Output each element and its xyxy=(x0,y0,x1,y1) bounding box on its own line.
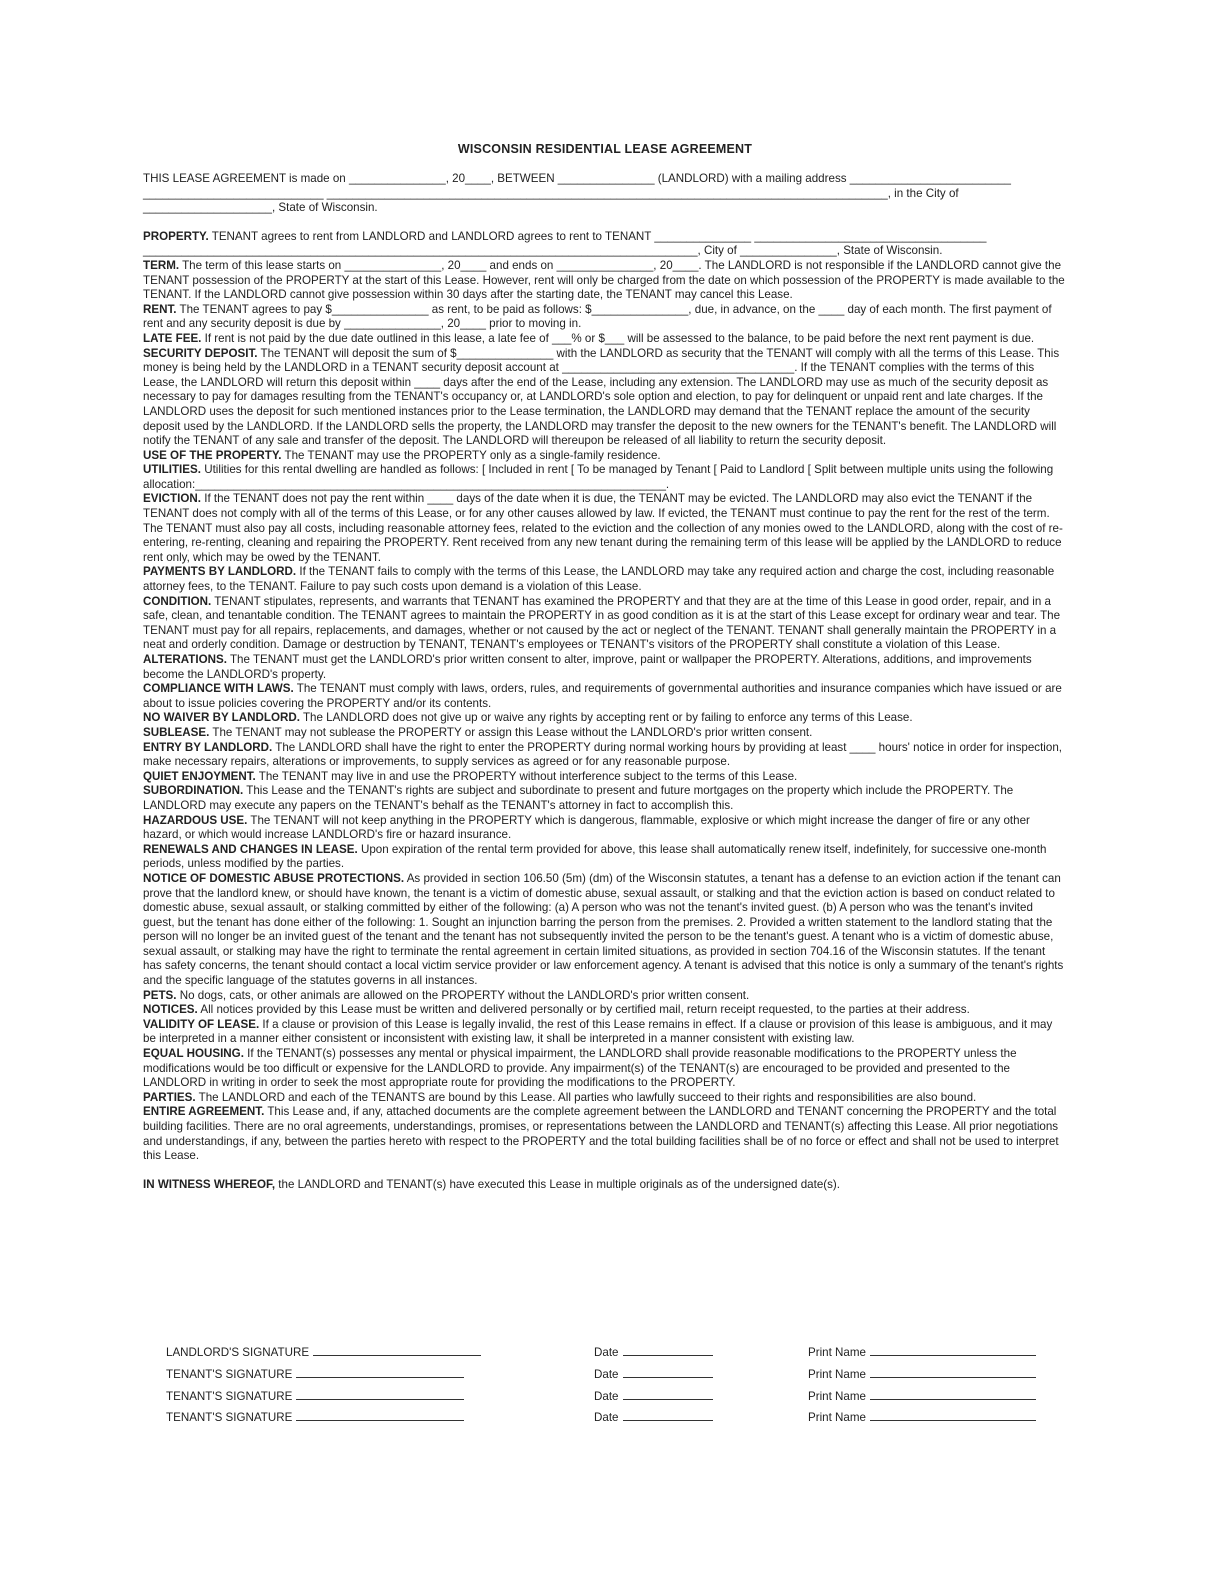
clause-heading: USE OF THE PROPERTY. xyxy=(143,448,282,462)
clause-heading: PETS. xyxy=(143,988,177,1002)
signature-line[interactable] xyxy=(313,1344,481,1356)
witness-text: the LANDLORD and TENANT(s) have executed this Lease in multiple originals as of the undersigned date(s). xyxy=(278,1177,841,1191)
clause-paragraph xyxy=(143,230,1067,259)
clause-paragraph xyxy=(143,463,1067,492)
clause-text: The LANDLORD shall have the right to enter the PROPERTY during normal working hours by providing at least ____ hours' notice in order for inspection, make necessary repairs, alterations or improvements, to supply services as agreed or for any reasonable purpose. xyxy=(143,740,1062,769)
clause-text: If rent is not paid by the due date outlined in this lease, a late fee of ___% or $___ will be assessed to the balance, to be paid before the next rent payment is due. xyxy=(204,331,1035,345)
clause-text: The TENANT must comply with laws, orders, rules, and requirements of governmental authorities and insurance companies which have issued or are about to issue policies covering the PROPERTY and/or its contents. xyxy=(143,682,1062,710)
clause-text: If the TENANT does not pay the rent within ____ days of the date when it is due, the TENANT may be evicted. The LANDLORD may also evict the TENANT if the TENANT does not comply with all of the terms of this Lease, or for any other causes allowed by law. If evicted, the TENANT must continue to pay the rent for the rest of the term. The TENANT must also pay all costs, including reasonable attorney fees, related to the eviction and the collection of any monies owed to the LANDLORD, along with the cost of re-entering, re-renting, cleaning and repairing the PROPERTY. Rent received from any new tenant during the remaining term of this lease will be applied by the LANDLORD to reduce rent only, which may be owed by the TENANT. xyxy=(143,492,1063,564)
print-name-label: Print Name xyxy=(808,1367,866,1381)
date-label: Date xyxy=(594,1411,619,1425)
date-line[interactable] xyxy=(623,1409,713,1421)
clause-paragraph xyxy=(143,682,1067,711)
clauses-list xyxy=(143,230,1067,1164)
clause-text: If the TENANT fails to comply with the terms of this Lease, the LANDLORD may take any required action and charge the cost, including reasonable attorney fees, to the TENANT. Failure to pay such costs upon demand is a violation of this Lease. xyxy=(143,565,1055,594)
clause-heading: COMPLIANCE WITH LAWS. xyxy=(143,682,294,696)
clause-text: As provided in section 106.50 (5m) (dm) of the Wisconsin statutes, a tenant has a defense to an eviction action if the tenant can prove that the landlord knew, or should have known, the tenant is a victim of domestic abuse, sexual assault, or stalking and that the eviction action is based on conduct related to domestic abuse, sexual assault, or stalking committed by either of the following: (a) A person who was not the tenant's invited guest. (b) A person who was the tenant's invited guest, but the tenant has done either of the following: 1. Sought an injunction barring the person from the premises. 2. Provided a written statement to the landlord stating that the person will no longer be an invited guest of the tenant and the tenant has not subsequently invited the person to be the tenant's guest. A tenant who is a victim of domestic abuse, sexual assault, or stalking may have the right to terminate the rental agreement in certain limited situations, as provided in section 704.16 of the Wisconsin statutes. If the tenant has safety concerns, the tenant should contact a local victim service provider or law enforcement agency. A tenant is advised that this notice is only a summary of the tenant's rights and the specific language of the statutes governs in all instances. xyxy=(143,871,1064,988)
clause-text: The TENANT will not keep anything in the PROPERTY which is dangerous, flammable, explosive or which might increase the danger of fire or any other hazard, or which would increase LANDLORD's fire or hazard insurance. xyxy=(143,813,1030,842)
clause-heading: PARTIES. xyxy=(143,1090,196,1104)
clause-paragraph xyxy=(143,784,1067,813)
signature-row xyxy=(166,1388,1066,1410)
clause-paragraph xyxy=(143,989,1067,1004)
clause-text: The TENANT will deposit the sum of $_______________ with the LANDLORD as security that the TENANT will comply with all the terms of this Lease. This money is being held by the LANDLORD in a TENANT security deposit account at ____________________________________. If the TENANT complies with the terms of this Lease, the LANDLORD will return this deposit within ____ days after the end of the Lease, including any extension. The LANDLORD may use as much of the security deposit as necessary to pay for damages resulting from the TENANT's occupancy or, at LANDLORD's sole option and election, to pay for delinquent or unpaid rent and late charges. If the LANDLORD uses the deposit for such mentioned instances prior to the Lease termination, the LANDLORD may demand that the TENANT replace the amount of the security deposit used by the LANDLORD. If the LANDLORD sells the property, the LANDLORD may transfer the deposit to the new owners for the TENANT's benefit. The LANDLORD will notify the TENANT of any sale and transfer of the deposit. The LANDLORD will thereupon be released of all liability to return the security deposit. xyxy=(143,346,1060,448)
signature-label: LANDLORD'S SIGNATURE xyxy=(166,1346,310,1359)
clause-text: This Lease and the TENANT's rights are subject and subordinate to present and future mortgages on the property which include the PROPERTY. The LANDLORD may execute any papers on the TENANT's behalf as the TENANT's attorney in fact to accomplish this. xyxy=(143,784,1014,812)
signature-row xyxy=(166,1409,1066,1431)
clause-paragraph xyxy=(143,653,1067,682)
clause-text: The LANDLORD does not give up or waive any rights by accepting rent or by failing to enforce any terms of this Lease. xyxy=(302,711,913,725)
clause-heading: SUBLEASE. xyxy=(143,725,210,739)
print-name-line[interactable] xyxy=(870,1344,1036,1356)
clause-paragraph xyxy=(143,449,1067,464)
clause-heading: HAZARDOUS USE. xyxy=(143,813,248,827)
clause-heading: ENTIRE AGREEMENT. xyxy=(143,1105,265,1119)
clause-heading: EVICTION. xyxy=(143,492,201,506)
clause-paragraph xyxy=(143,595,1067,653)
clause-text: TENANT agrees to rent from LANDLORD and LANDLORD agrees to rent to TENANT _______________ ____________________________________ ______________________________________________________________________________________, City of _______________, State of Wisconsin. xyxy=(143,229,987,258)
date-label: Date xyxy=(594,1389,619,1403)
clause-heading: VALIDITY OF LEASE. xyxy=(143,1017,260,1031)
clause-paragraph xyxy=(143,814,1067,843)
print-name-line[interactable] xyxy=(870,1409,1036,1421)
clause-heading: SUBORDINATION. xyxy=(143,784,244,798)
clause-text: Utilities for this rental dwelling are handled as follows: [ Included in rent [ To be managed by Tenant [ Paid to Landlord [ Split between multiple units using the following allocation:_________________________________________________________________________. xyxy=(143,463,1054,491)
print-name-label: Print Name xyxy=(808,1389,866,1403)
clause-heading: NO WAIVER BY LANDLORD. xyxy=(143,711,300,725)
date-line[interactable] xyxy=(623,1388,713,1400)
signature-row xyxy=(166,1366,1066,1388)
clause-paragraph xyxy=(143,1003,1067,1018)
signature-label: TENANT'S SIGNATURE xyxy=(166,1411,293,1425)
signature-block xyxy=(166,1344,1066,1431)
clause-heading: PROPERTY. xyxy=(143,229,209,243)
clause-heading: NOTICES. xyxy=(143,1003,198,1017)
clause-paragraph xyxy=(143,347,1067,449)
clause-paragraph xyxy=(143,1091,1067,1106)
clause-text: TENANT stipulates, represents, and warrants that TENANT has examined the PROPERTY and that they are at the time of this Lease in good order, repair, and in a safe, clean, and tenantable condition. The TENANT agrees to maintain the PROPERTY in as good condition as it is at the start of this Lease except for ordinary wear and tear. The TENANT must pay for all repairs, replacements, and damages, whether or not caused by the act or neglect of the TENANT. TENANT shall generally maintain the PROPERTY in a neat and orderly condition. Damage or destruction by TENANT, TENANT's employees or TENANT's visitors of the PROPERTY shall constitute a violation of this Lease. xyxy=(143,594,1061,652)
document-title: WISCONSIN RESIDENTIAL LEASE AGREEMENT xyxy=(457,142,753,156)
clause-paragraph xyxy=(143,1047,1067,1091)
print-name-label: Print Name xyxy=(808,1346,866,1359)
clause-heading: TERM. xyxy=(143,258,180,272)
clause-heading: CONDITION. xyxy=(143,594,212,608)
clause-text: The TENANT may not sublease the PROPERTY or assign this Lease without the LANDLORD's prior written consent. xyxy=(212,725,813,739)
signature-line[interactable] xyxy=(296,1366,464,1378)
clause-paragraph xyxy=(143,332,1067,347)
lease-document xyxy=(143,142,1067,1192)
clause-heading: UTILITIES. xyxy=(143,463,201,477)
clause-paragraph xyxy=(143,303,1067,332)
clause-paragraph xyxy=(143,565,1067,594)
clause-heading: RENEWALS AND CHANGES IN LEASE. xyxy=(143,842,358,856)
clause-text: No dogs, cats, or other animals are allowed on the PROPERTY without the LANDLORD's prior written consent. xyxy=(179,988,750,1002)
clause-paragraph xyxy=(143,843,1067,872)
date-label: Date xyxy=(594,1367,619,1381)
clause-text: The TENANT agrees to pay $_______________ as rent, to be paid as follows: $_______________, due, in advance, on the ____ day of each month. The first payment of rent and any security deposit is due by _______________, 20____ prior to moving in. xyxy=(143,302,1052,331)
clause-paragraph xyxy=(143,872,1067,989)
date-line[interactable] xyxy=(623,1366,713,1378)
signature-line[interactable] xyxy=(296,1388,464,1400)
date-line[interactable] xyxy=(623,1344,713,1356)
signature-row xyxy=(166,1344,1066,1366)
clause-text: The TENANT may use the PROPERTY only as a single-family residence. xyxy=(284,448,661,462)
signature-label: TENANT'S SIGNATURE xyxy=(166,1367,293,1381)
clause-heading: SECURITY DEPOSIT. xyxy=(143,346,258,360)
clause-heading: EQUAL HOUSING. xyxy=(143,1047,244,1061)
clause-paragraph xyxy=(143,1018,1067,1047)
clause-text: This Lease and, if any, attached documents are the complete agreement between the LANDLORD and TENANT concerning the PROPERTY and the total building facilities. There are no oral agreements, understandings, promises, or representations between the LANDLORD and TENANT(s) affecting this Lease. All prior negotiations and understandings, if any, between the parties hereto with respect to the PROPERTY and the total building facilities shall be of no force or effect and shall not be used to interpret this Lease. xyxy=(143,1105,1059,1163)
clause-text: All notices provided by this Lease must be written and delivered personally or by certified mail, return receipt requested, to the parties at their address. xyxy=(200,1003,970,1017)
clause-text: The TENANT must get the LANDLORD's prior written consent to alter, improve, paint or wallpaper the PROPERTY. Alterations, additions, and improvements become the LANDLORD's property. xyxy=(143,653,1032,681)
clause-heading: QUIET ENJOYMENT. xyxy=(143,769,256,783)
print-name-line[interactable] xyxy=(870,1388,1036,1400)
print-name-label: Print Name xyxy=(808,1411,866,1425)
clause-paragraph xyxy=(143,1105,1067,1163)
clause-text: Upon expiration of the rental term provided for above, this lease shall automatically renew itself, indefinitely, for successive one-month periods, unless modified by the parties. xyxy=(143,842,1047,871)
witness-paragraph xyxy=(143,1178,1067,1193)
clause-text: If a clause or provision of this Lease is legally invalid, the rest of this Lease remains in effect. If a clause or provision of this lease is ambiguous, and it may be interpreted in a manner either consistent or inconsistent with existing law, it shall be interpreted in a manner consistent with existing law. xyxy=(143,1017,1053,1046)
witness-heading: IN WITNESS WHEREOF, xyxy=(143,1177,276,1191)
clause-text: The TENANT may live in and use the PROPERTY without interference subject to the terms of this Lease. xyxy=(258,769,798,783)
clause-heading: ENTRY BY LANDLORD. xyxy=(143,740,273,754)
clause-text: If the TENANT(s) possesses any mental or physical impairment, the LANDLORD shall provide reasonable modifications to the PROPERTY unless the modifications would be too difficult or expensive for the LANDLORD to provide. Any impairment(s) of the TENANT(s) are encouraged to be provided and presented to the LANDLORD in writing in order to seek the most appropriate route for providing the modifications to the PROPERTY. xyxy=(143,1047,1017,1090)
clause-paragraph xyxy=(143,770,1067,785)
print-name-line[interactable] xyxy=(870,1366,1036,1378)
clause-paragraph xyxy=(143,726,1067,741)
clause-paragraph xyxy=(143,741,1067,770)
clause-heading: ALTERATIONS. xyxy=(143,653,227,666)
clause-heading: PAYMENTS BY LANDLORD. xyxy=(143,565,297,579)
clause-heading: NOTICE OF DOMESTIC ABUSE PROTECTIONS. xyxy=(143,871,405,885)
clause-paragraph xyxy=(143,259,1067,303)
signature-label: TENANT'S SIGNATURE xyxy=(166,1389,293,1403)
clause-heading: RENT. xyxy=(143,302,177,316)
clause-text: The LANDLORD and each of the TENANTS are bound by this Lease. All parties who lawfully succeed to their rights and responsibilities are also bound. xyxy=(198,1090,977,1104)
date-label: Date xyxy=(594,1346,619,1359)
intro-paragraph: THIS LEASE AGREEMENT is made on _______________, 20____, BETWEEN _______________ (LANDLORD) with a mailing address _________________________ ____________________________ _______________________________________________________________________________________, in the City of ____________________, State of Wisconsin. xyxy=(143,172,1011,215)
clause-text: The term of this lease starts on _______________, 20____ and ends on _______________, 20____. The LANDLORD is not responsible if the LANDLORD cannot give the TENANT possession of the PROPERTY at the start of this Lease. However, rent will only be charged from the date on which possession of the PROPERTY is made available to the TENANT. If the LANDLORD cannot give possession within 30 days after the starting date, the TENANT may cancel this Lease. xyxy=(143,258,1065,302)
clause-paragraph xyxy=(143,711,1067,726)
clause-heading: LATE FEE. xyxy=(143,331,202,345)
clause-paragraph xyxy=(143,492,1067,565)
signature-line[interactable] xyxy=(296,1409,464,1421)
